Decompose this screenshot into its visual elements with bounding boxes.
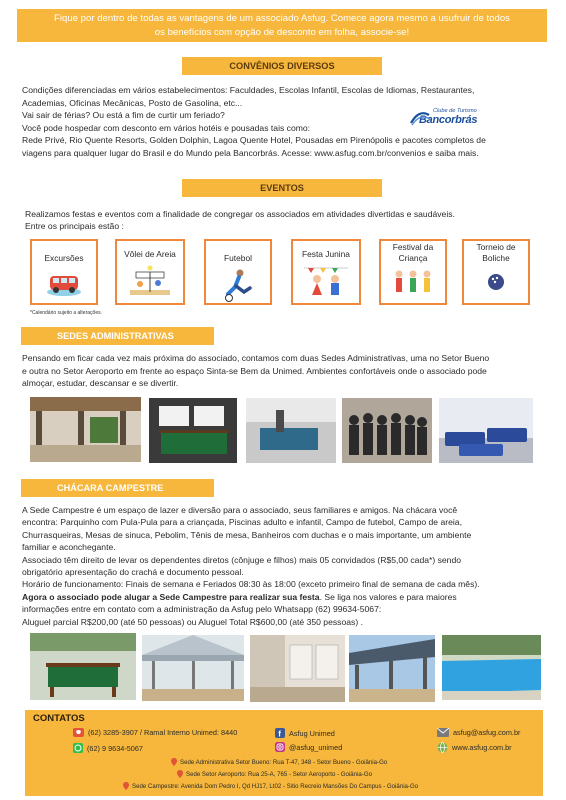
convenios-line: Rede Privé, Rio Quente Resorts, Golden Dolphin, Lagoa Quente Hotel, Pousadas em Pirenópolis e pacotes completos de	[22, 135, 486, 145]
chacara-line: familiar e aconchegante.	[22, 542, 116, 553]
festa-junina-icon	[302, 264, 350, 298]
chacara-info-line: informações entre em contato com a administração da Asfug pelo Whatsapp (62) 99634-5067:	[22, 604, 382, 615]
address-sede-aeroporto	[177, 770, 372, 778]
event-festa-junina	[291, 239, 361, 305]
event-volei-de-areia	[115, 239, 185, 305]
contact-website-text: www.asfug.com.br	[452, 743, 512, 752]
convenios-line: Você pode hospedar com desconto em vários hotéis e pousadas tais como:	[22, 122, 311, 133]
photo-sede-garden	[30, 397, 141, 462]
location-pin-icon	[123, 782, 129, 790]
contact-phone[interactable]	[73, 728, 237, 737]
event-label: Futebol	[224, 253, 252, 263]
eventos-intro-line: Realizamos festas e eventos com a finalidade de congregar os associados em atividades divertidas e saudáveis.	[25, 209, 455, 219]
sedes-line: e outra no Setor Aeroporto em frente ao espaço Sinta-se Bem da Unimed. Ambientes confortáveis onde o associado pode	[22, 365, 487, 376]
contact-whatsapp[interactable]	[73, 743, 143, 753]
location-pin-icon	[177, 770, 183, 778]
contact-instagram[interactable]	[275, 742, 342, 752]
bancorbras-swoosh-icon	[409, 111, 431, 127]
sedes-line: Pensando em ficar cada vez mais próxima do associado, contamos com duas Sedes Administrativas, uma no Setor Bueno	[22, 353, 490, 363]
convenios-line: viagens para qualquer lugar do Brasil e do Mundo pela Bancorbrás. Acesse: www.asfug.com.br/convenios e saiba mais.	[22, 147, 479, 158]
chacara-line: obrigatório apresentação do crachá e documento pessoal.	[22, 567, 244, 578]
chacara-heading: CHÁCARA CAMPESTRE	[21, 479, 214, 497]
photo-chacara-pool-table	[30, 633, 136, 700]
event-label: Festa Junina	[302, 249, 350, 259]
banner-line-2: os benefícios com opção de desconto em folha, associe-se!	[154, 26, 410, 38]
intro-banner	[17, 9, 547, 42]
eventos-intro-line: Entre os principais estão :	[25, 220, 124, 231]
contatos-heading: CONTATOS	[33, 713, 85, 724]
bancorbras-logo	[413, 108, 493, 130]
contact-instagram-text: @asfug_unimed	[289, 742, 343, 752]
calendar-footnote: *Calendário sujeito a alterações.	[30, 310, 102, 316]
sedes-line: almoçar, estudar, descansar e se divertir.	[22, 378, 179, 388]
globe-icon	[437, 742, 448, 753]
photo-chacara-pavilion	[142, 635, 244, 701]
event-torneio-de-boliche	[462, 239, 530, 305]
chacara-line: Churrasqueiras, Mesas de sinuca, Pebolim, Tênis de mesa, Banheiros com duchas e o mais importante, um ambiente	[22, 529, 472, 540]
email-icon	[437, 728, 449, 737]
chacara-rent-highlight: Agora o associado pode alugar a Sede Campestre para realizar sua festa	[22, 591, 320, 602]
address-text: Sede Administrativa Setor Bueno: Rua T-47, 348 - Setor Bueno - Goiânia-Go	[180, 758, 388, 766]
facebook-icon	[275, 728, 285, 738]
chacara-rent-line	[22, 591, 547, 603]
contact-phone-text: (62) 3285-3907 / Ramal Interno Unimed: 8440	[88, 728, 238, 737]
volleyball-icon	[128, 264, 172, 298]
contact-footer	[25, 710, 543, 796]
event-excursoes	[30, 239, 98, 305]
event-label: Torneio de Boliche	[476, 242, 516, 263]
chacara-line: A Sede Campestre é um espaço de lazer e diversão para o associado, seus familiares e amigos. Na chácara você	[22, 505, 458, 515]
chacara-line: Horário de funcionamento: Finais de semana e Feriados 08:30 às 18:00 (exceto primeiro final de semana de cada mês).	[22, 579, 480, 590]
photo-chacara-kiosk	[349, 635, 435, 702]
photo-sede-rest-room	[439, 398, 533, 463]
photo-sede-pool-table	[149, 398, 237, 463]
sedes-heading: SEDES ADMINISTRATIVAS	[21, 327, 214, 345]
chacara-rent-rest: . Se liga nos valores e para maiores	[319, 591, 457, 602]
bus-icon	[45, 268, 83, 298]
chacara-text	[22, 504, 547, 628]
eventos-intro	[25, 208, 545, 232]
photo-sede-game-room	[246, 398, 336, 463]
bancorbras-club-text: Clube de Turismo	[433, 108, 477, 114]
event-label: Festival da Criança	[392, 242, 434, 263]
whatsapp-icon	[73, 743, 83, 753]
svg-text:f: f	[278, 729, 281, 738]
contact-whatsapp-text: (62) 9 9634-5067	[87, 743, 143, 753]
contact-facebook[interactable]	[275, 728, 335, 738]
event-futebol	[204, 239, 272, 305]
instagram-icon	[275, 742, 285, 752]
bowling-icon	[481, 268, 511, 296]
event-label: Vôlei de Areia	[124, 249, 176, 259]
photo-chacara-swimming-pool	[442, 635, 541, 700]
convenios-line: Vai sair de férias? Ou está a fim de curtir um feriado?	[22, 110, 225, 120]
chacara-price-line: Aluguel parcial R$200,00 (até 50 pessoas) ou Aluguel Total R$600,00 (até 350 pessoas) .	[22, 616, 363, 627]
contact-email-text: asfug@asfug.com.br	[453, 728, 521, 737]
soccer-player-icon	[220, 268, 256, 302]
contact-facebook-text: Asfug Unimed	[289, 728, 335, 738]
convenios-heading: CONVÊNIOS DIVERSOS	[182, 57, 382, 75]
bancorbras-name: Bancorbrás	[419, 114, 478, 126]
address-text: Sede Campestre: Avenida Dom Pedro I, Qd HJ17, Lt02 - Sitio Recreio Mansões Do Campus - Goiânia-Go	[132, 782, 419, 790]
contact-website[interactable]	[437, 742, 512, 753]
event-label: Excursões	[44, 253, 84, 263]
chacara-line: encontra: Parquinho com Pula-Pula para a criançada, Piscinas adulto e infantil, Campo de futebol, Campo de areia,	[22, 517, 462, 528]
sedes-text	[22, 352, 547, 390]
photo-sede-group	[342, 398, 432, 463]
eventos-heading: EVENTOS	[182, 179, 382, 197]
contact-email[interactable]	[437, 728, 520, 737]
event-festival-da-crianca	[379, 239, 447, 305]
convenios-line: Condições diferenciadas em vários estabelecimentos: Faculdades, Escolas Infantil, Escolas de Idiomas, Restaurantes,	[22, 85, 475, 95]
address-sede-campestre	[123, 782, 418, 790]
phone-icon	[73, 728, 84, 737]
convenios-line: Academias, Oficinas Mecânicas, Posto de Gasolina, etc...	[22, 97, 243, 108]
address-text: Sede Setor Aeroporto: Rua 25-A, 765 - Setor Aeroporto - Goiânia-Go	[186, 770, 372, 778]
children-icon	[391, 268, 435, 296]
location-pin-icon	[171, 758, 177, 766]
banner-line-1: Fique por dentro de todas as vantagens de um associado Asfug. Comece agora mesmo a usufruir de todos	[54, 13, 510, 24]
photo-chacara-bathroom	[250, 635, 345, 702]
chacara-line: Associado têm direito de levar os dependentes diretos (cônjuge e filhos) mais 05 convidados (R$5,00 cada*) sendo	[22, 554, 462, 565]
address-sede-bueno	[171, 758, 387, 766]
